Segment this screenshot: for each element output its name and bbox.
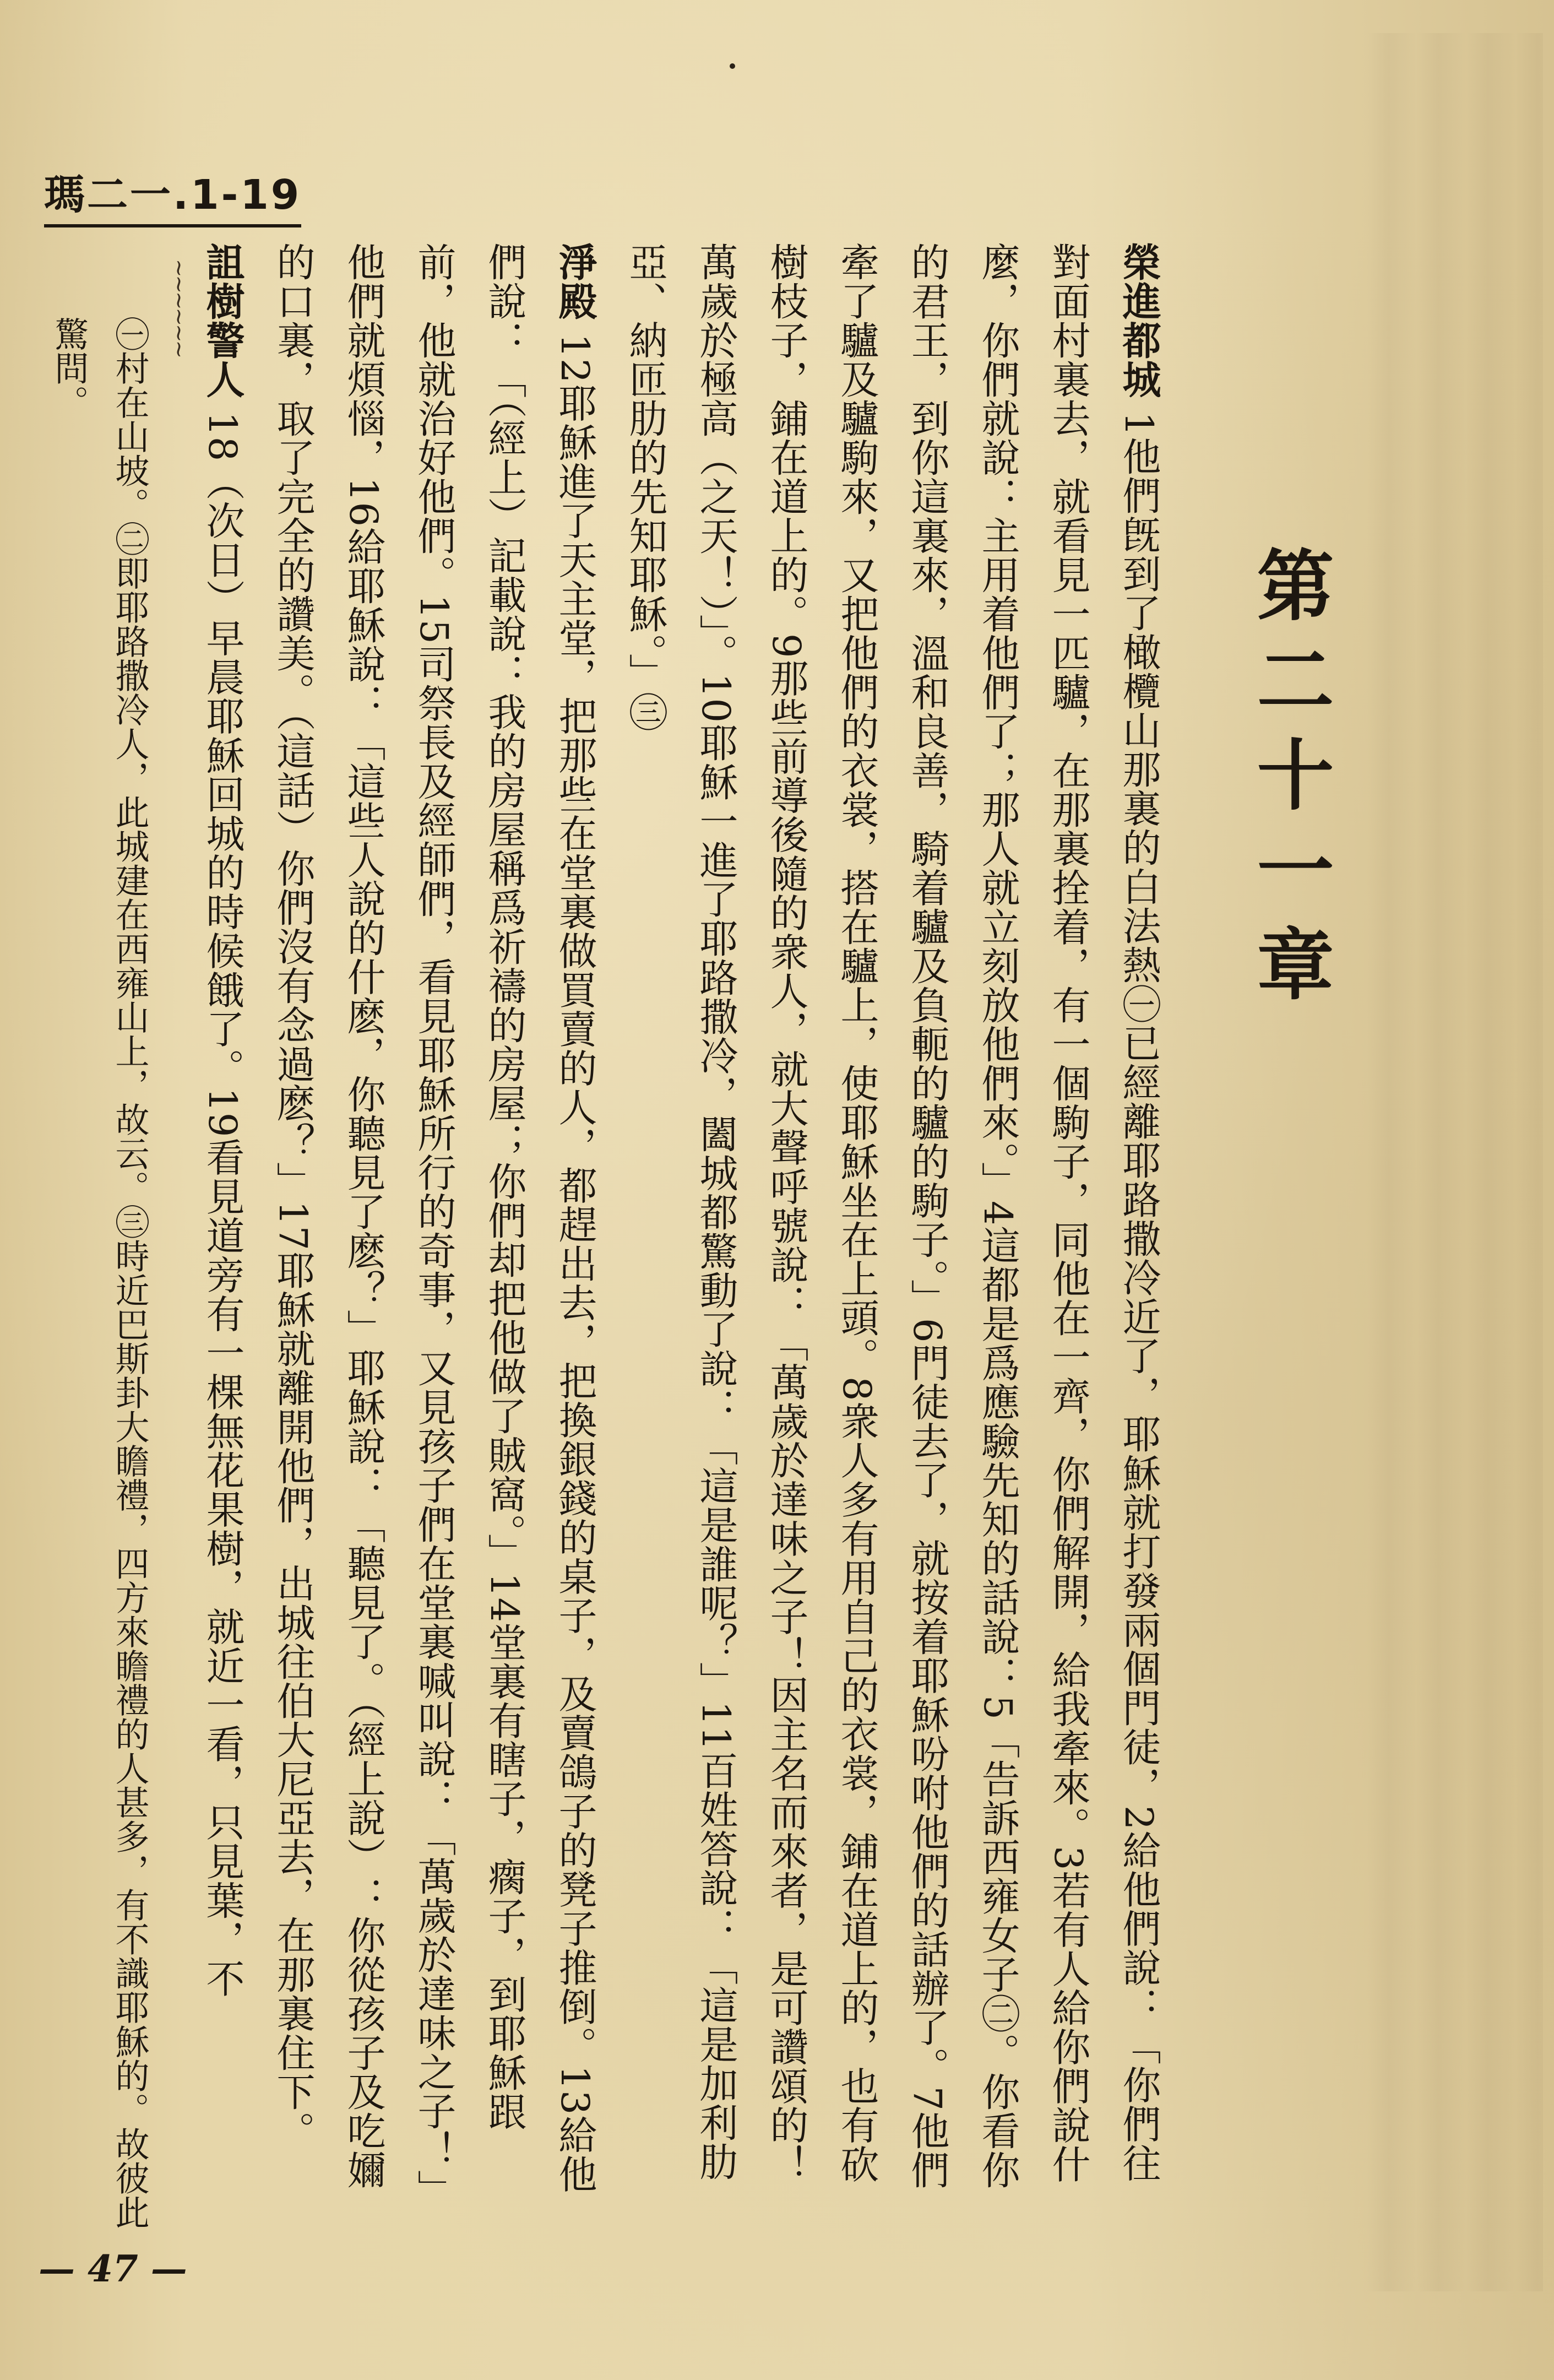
footnote-divider: ~~~~~~ [166,259,192,357]
ink-speck [730,63,735,69]
main-text [187,242,1174,2203]
page-number: — 47 — [39,2247,187,2290]
paragraph-text: 1他們旣到了橄欖山那裏的白法熱㊀已經離耶路撒冷近了，耶穌就打發兩個門徒，2給他們說：「你們往對面村裏去，就看見一匹驢，在那裏拴着，有一個駒子，同他在一齊，你們解開，給我牽來。3若有人給你們說什麼，你們就說：主用着他們了；那人就立刻放他們來。」4這都是爲應驗先知的話說：5「告訴西雍女子㊁。你看你的君王，到你這裏來，溫和良善，騎着驢及負軛的驢的駒子。」6門徒去了，就按着耶穌吩咐他們的話辦了。7他們牽了驢及驢駒來，又把他們的衣裳，搭在驢上，使耶穌坐在上頭。8衆人多有用自己的衣裳，鋪在道上的，也有砍樹枝子，鋪在道上的。9那些前導後隨的衆人，就大聲呼號說：「萬歲於達味之子！因主名而來者，是可讚頌的！萬歲於極高（之天！）」。10耶穌一進了耶路撒冷，闔城都驚動了說：「這是誰呢？」11百姓答說：「這是加利肋亞、納匝肋的先知耶穌。」㊂ [623,242,1161,2190]
chapter-title: 第二十一章 [1244,545,1334,1019]
section-heading: 榮進都城 [1116,242,1161,399]
paragraph-cleansing [258,242,610,2203]
section-heading: 詛樹警人 [200,242,245,399]
footnotes [22,317,160,2256]
paragraph-text: 12耶穌進了天主堂，把那些在堂裏做買賣的人，都趕出去，把換銀錢的桌子，及賣鴿子的凳子推倒。13給他們說：「（經上）記載說：我的房屋稱爲祈禱的房屋；你們却把他做了賊窩。」14堂裏有瞎子，瘸子，到耶穌跟前，他就治好他們。15司祭長及經師們，看見耶穌所行的奇事，又見孩子們在堂裏喊叫說：「萬歲於達味之子！」他們就煩惱，16給耶穌說：「這些人說的什麽，你聽見了麽？」耶穌說：「聽見了。（經上說）：你從孩子及吃嬭的口裏，取了完全的讚美。（這話）你們沒有念過麽？」17耶穌就離開他們，出城往伯大尼亞去，在那裏住下。 [270,242,597,2194]
paragraph-text: 18（次日）早晨耶穌回城的時候餓了。19看見道旁有一棵無花果樹，就近一看，只見葉，不 [200,399,245,1998]
footnote-text: ㊀村在山坡。㊁即耶路撒冷人，此城建在西雍山上，故云。㊂時近巴斯卦大瞻禮，四方來瞻禮的人甚多，有不識耶穌的。故彼此驚問。 [49,317,150,2229]
show-through-shading [1367,33,1543,2291]
running-header: 瑪二一.1-19 [44,162,301,227]
paragraph-entry [610,242,1174,2203]
paragraph-fig-tree [187,242,258,2203]
section-heading: 淨殿 [552,242,597,321]
